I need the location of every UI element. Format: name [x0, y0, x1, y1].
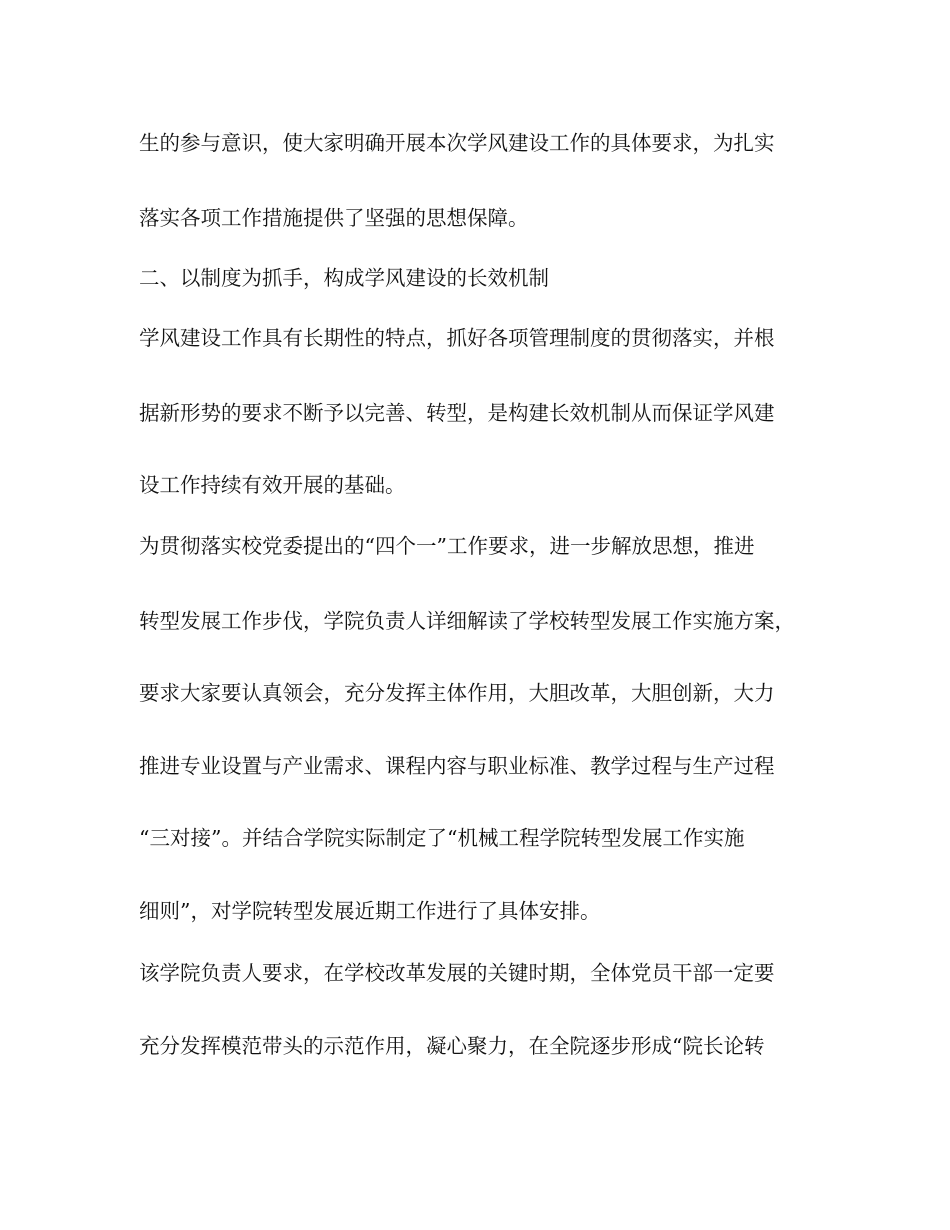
text-line: 转型发展工作步伐，学院负责人详细解读了学校转型发展工作实施方案， [139, 609, 795, 633]
text-line: 学风建设工作具有长期性的特点，抓好各项管理制度的贯彻落实，并根 [139, 326, 775, 350]
text-line: 要求大家要认真领会，充分发挥主体作用，大胆改革，大胆创新，大力 [139, 681, 775, 705]
text-line: 据新形势的要求不断予以完善、转型，是构建长效机制从而保证学风建 [139, 401, 775, 425]
text-line: 为贯彻落实校党委提出的“四个一”工作要求，进一步解放思想，推进 [139, 534, 755, 558]
text-line: 推进专业设置与产业需求、课程内容与职业标准、教学过程与生产过程 [139, 754, 775, 778]
text-line: 该学院负责人要求，在学校改革发展的关键时期，全体党员干部一定要 [139, 961, 775, 985]
section-heading: 二、以制度为抓手，构成学风建设的长效机制 [139, 266, 549, 290]
text-line: 落实各项工作措施提供了坚强的思想保障。 [139, 206, 529, 230]
text-line: “三对接”。并结合学院实际制定了“机械工程学院转型发展工作实施 [139, 826, 745, 850]
text-line: 生的参与意识，使大家明确开展本次学风建设工作的具体要求，为扎实 [139, 131, 775, 155]
text-line: 细则”，对学院转型发展近期工作进行了具体安排。 [139, 899, 601, 923]
text-line: 充分发挥模范带头的示范作用，凝心聚力，在全院逐步形成“院长论转 [139, 1034, 765, 1058]
text-line: 设工作持续有效开展的基础。 [139, 473, 406, 497]
